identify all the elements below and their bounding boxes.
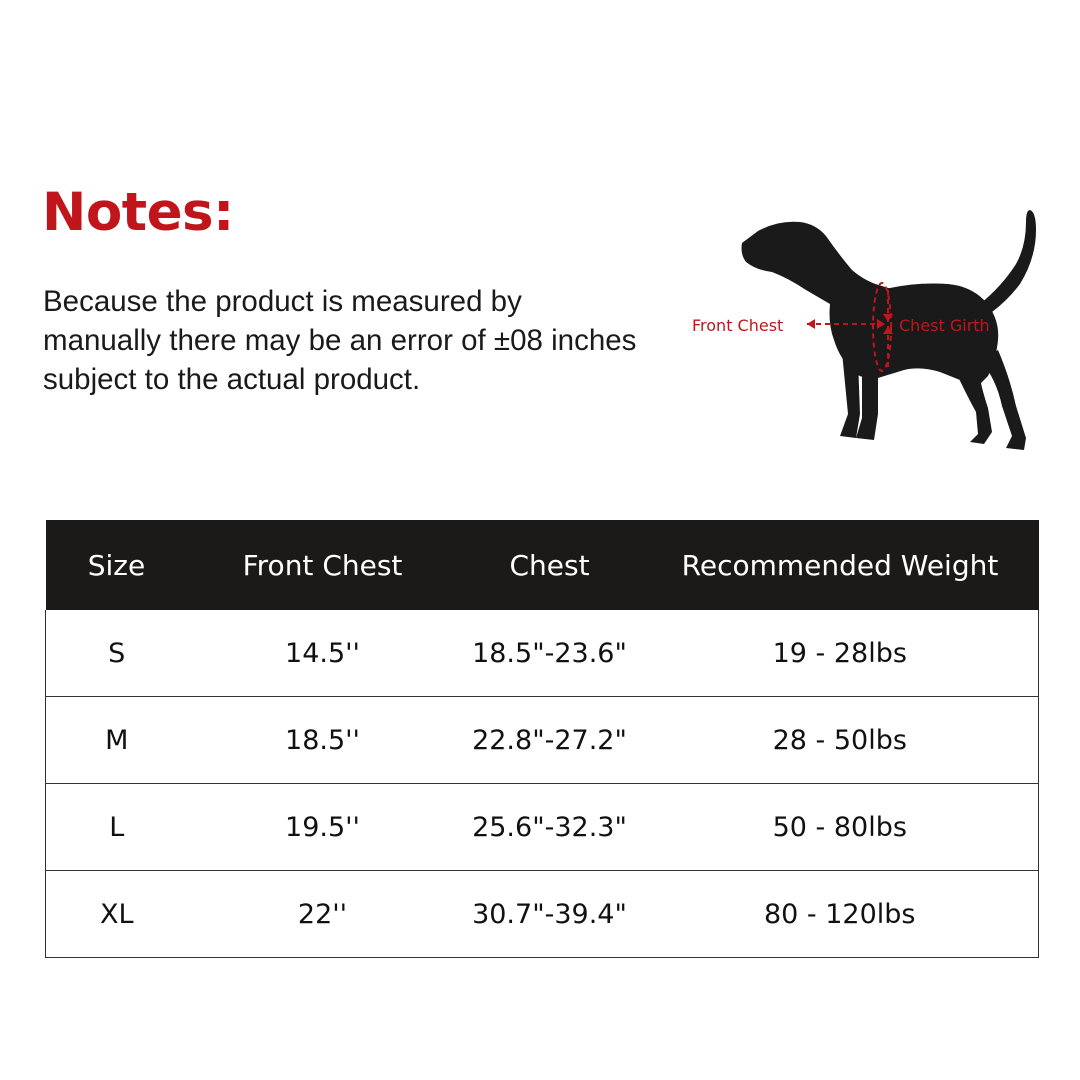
header-front-chest: Front Chest [188, 520, 458, 610]
notes-title: Notes: [42, 182, 234, 243]
notes-body: Because the product is measured by manually there may be an error of ±08 inches subject to the actual product. [43, 285, 637, 396]
cell-weight: 19 - 28lbs [642, 610, 1039, 697]
cell-weight: 80 - 120lbs [642, 871, 1039, 958]
cell-chest: 18.5"-23.6" [472, 637, 627, 669]
cell-size: L [46, 784, 188, 871]
size-table [45, 520, 1039, 958]
cell-size: XL [46, 871, 188, 958]
cell-front-chest: 14.5'' [285, 637, 360, 669]
cell-weight: 50 - 80lbs [642, 784, 1039, 871]
cell-chest: 30.7"-39.4" [458, 871, 642, 958]
cell-chest: 25.6"-32.3" [458, 784, 642, 871]
header-size: Size [46, 520, 188, 610]
cell-front-chest: 19.5'' [188, 784, 458, 871]
header-chest: Chest [458, 520, 642, 610]
table-row [46, 871, 1039, 958]
cell-size: M [46, 697, 188, 784]
cell-front-chest: 22'' [188, 871, 458, 958]
front-chest-label: Front Chest [692, 316, 784, 335]
dog-diagram [680, 200, 1040, 460]
table-row [46, 784, 1039, 871]
header-recommended-weight: Recommended Weight [642, 520, 1039, 610]
chest-girth-label: Chest Girth [899, 316, 990, 335]
table-row [46, 697, 1039, 784]
table-header-row [46, 520, 1039, 610]
cell-weight: 28 - 50lbs [642, 697, 1039, 784]
cell-front-chest: 18.5'' [188, 697, 458, 784]
cell-chest: 22.8"-27.2" [458, 697, 642, 784]
cell-size: S [46, 610, 188, 697]
table-row [46, 610, 1039, 697]
